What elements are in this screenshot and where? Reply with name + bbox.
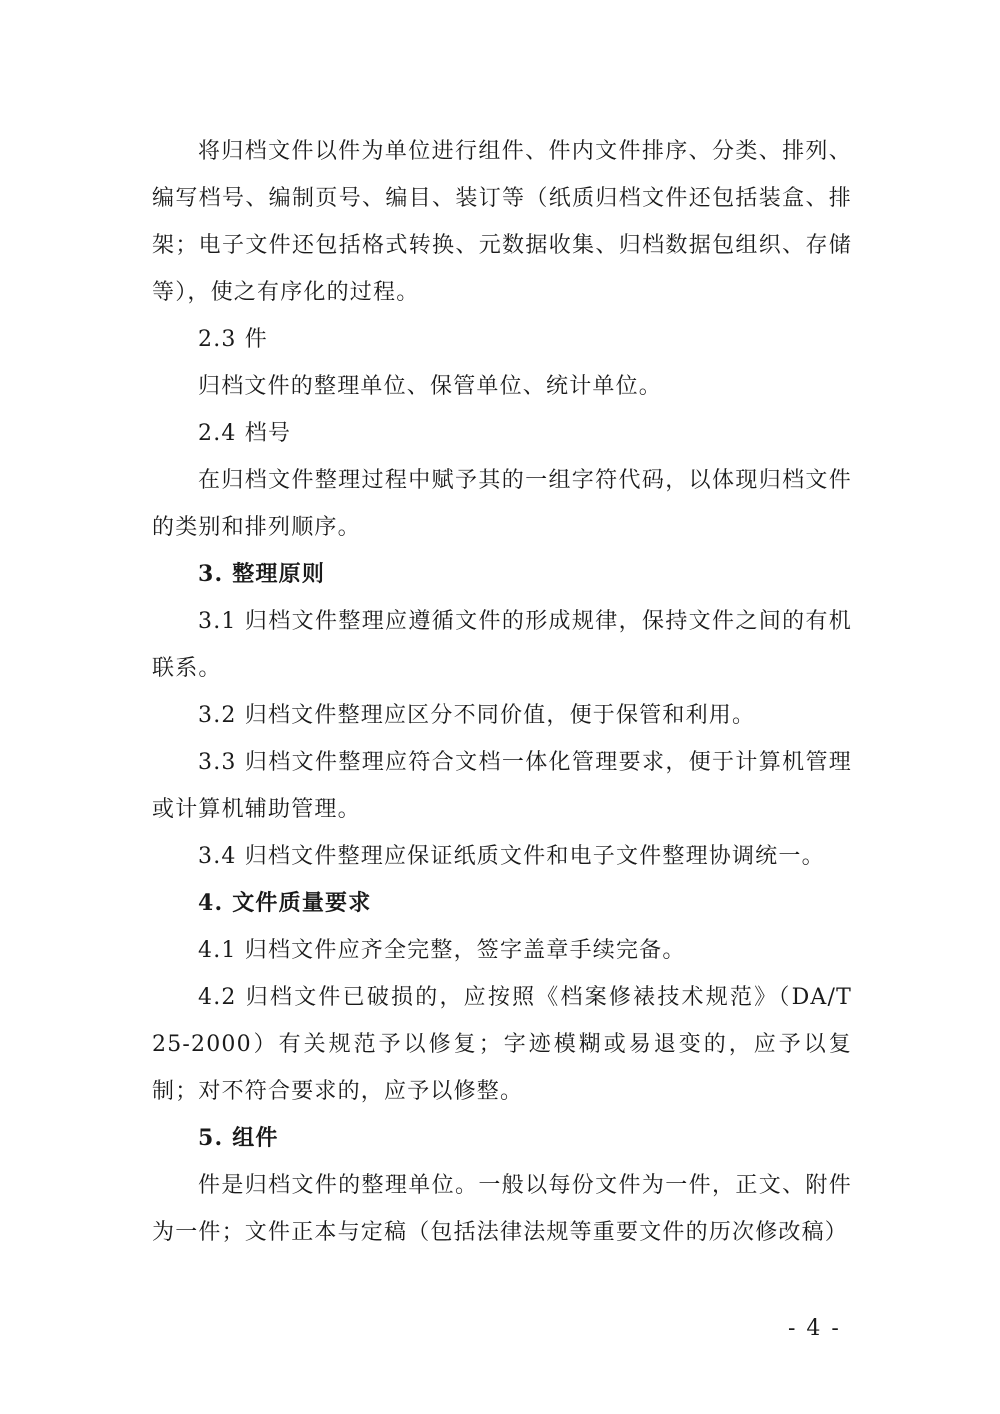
paragraph: 3.4 归档文件整理应保证纸质文件和电子文件整理协调统一。 bbox=[198, 844, 825, 869]
section-heading: 4. 文件质量要求 bbox=[198, 890, 372, 916]
page-number: - 4 - bbox=[788, 1316, 841, 1341]
section-title: 2.3 件 bbox=[198, 327, 268, 352]
section-title: 2.4 档号 bbox=[198, 421, 292, 446]
paragraph: 3.3 归档文件整理应符合文档一体化管理要求，便于计算机管理或计算机辅助管理。 bbox=[152, 750, 852, 822]
paragraph: 件是归档文件的整理单位。一般以每份文件为一件，正文、附件为一件；文件正本与定稿（包括法律法规等重要文件的历次修改稿） bbox=[152, 1173, 852, 1245]
paragraph: 3.1 归档文件整理应遵循文件的形成规律，保持文件之间的有机联系。 bbox=[152, 609, 852, 681]
paragraph: 4.1 归档文件应齐全完整，签字盖章手续完备。 bbox=[198, 938, 686, 963]
document-body bbox=[152, 128, 852, 1256]
paragraph: 归档文件的整理单位、保管单位、统计单位。 bbox=[198, 374, 663, 399]
section-heading: 3. 整理原则 bbox=[198, 561, 326, 587]
paragraph: 4.2 归档文件已破损的，应按照《档案修裱技术规范》（DA/T 25-2000）有关规范予以修复；字迹模糊或易退变的，应予以复制；对不符合要求的，应予以修整。 bbox=[152, 985, 852, 1104]
paragraph: 3.2 归档文件整理应区分不同价值，便于保管和利用。 bbox=[198, 703, 756, 728]
paragraph: 将归档文件以件为单位进行组件、件内文件排序、分类、排列、编写档号、编制页号、编目、装订等（纸质归档文件还包括装盒、排架；电子文件还包括格式转换、元数据收集、归档数据包组织、存储等），使之有序化的过程。 bbox=[152, 139, 852, 305]
paragraph: 在归档文件整理过程中赋予其的一组字符代码，以体现归档文件的类别和排列顺序。 bbox=[152, 468, 852, 540]
section-heading: 5. 组件 bbox=[198, 1125, 279, 1151]
